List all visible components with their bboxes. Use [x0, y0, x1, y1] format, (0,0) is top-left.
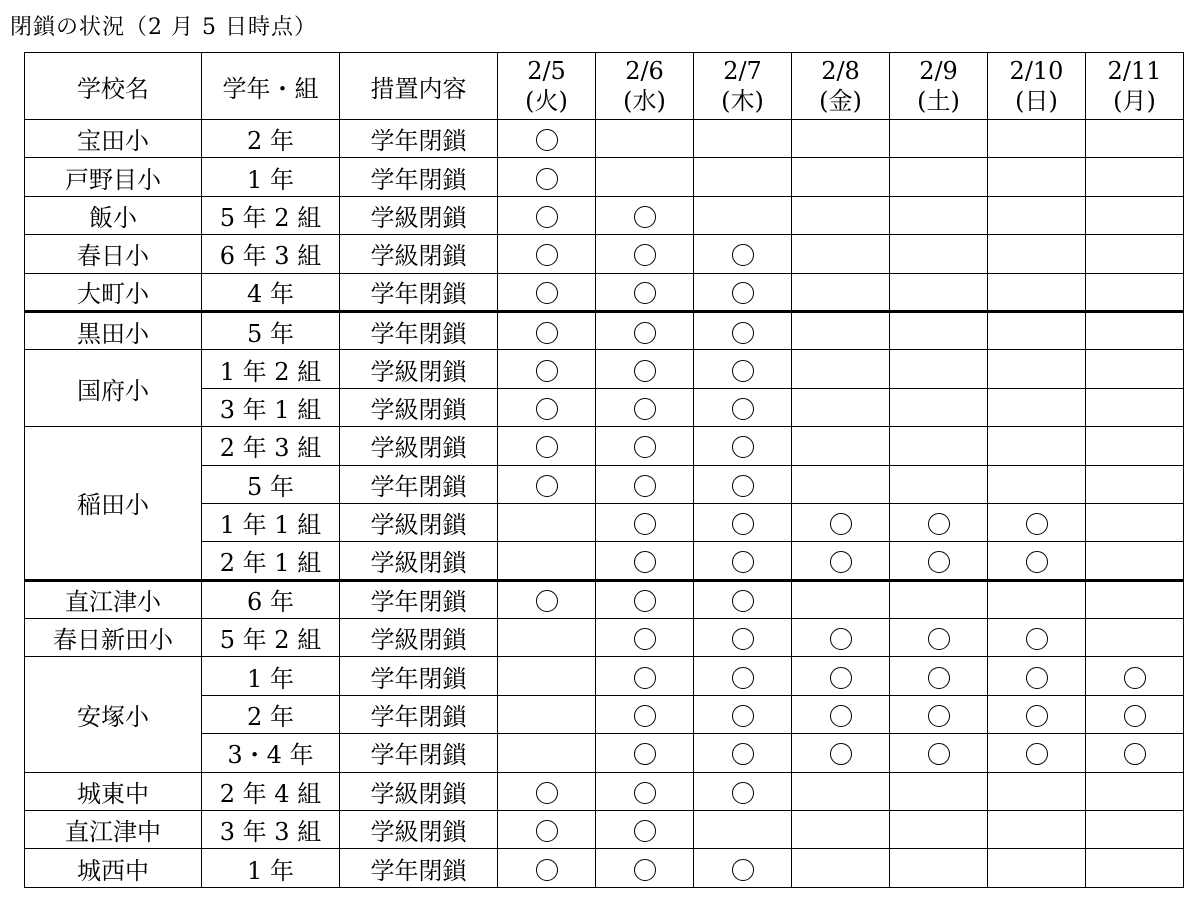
day-status-cell: [498, 695, 596, 733]
grade-class-cell: 2 年 4 組: [202, 772, 340, 810]
table-row: [25, 811, 1184, 849]
school-name-cell: 春日小: [25, 235, 202, 273]
day-status-cell: [694, 273, 792, 311]
day-status-cell: [890, 811, 988, 849]
closed-mark-icon: [634, 513, 656, 535]
day-status-cell: [1086, 388, 1184, 426]
day-status-cell: [498, 465, 596, 503]
grade-class-cell: 1 年: [202, 849, 340, 887]
school-name-cell: 安塚小: [25, 657, 202, 772]
day-status-cell: [1086, 695, 1184, 733]
school-name-cell: 飯小: [25, 196, 202, 234]
day-status-cell: [596, 120, 694, 158]
day-status-cell: [596, 465, 694, 503]
day-status-cell: [694, 849, 792, 887]
measure-cell: 学年閉鎖: [340, 120, 498, 158]
day-status-cell: [792, 350, 890, 388]
closed-mark-icon: [634, 475, 656, 497]
grade-class-cell: 2 年 3 組: [202, 427, 340, 465]
measure-cell: 学年閉鎖: [340, 734, 498, 772]
day-status-cell: [1086, 350, 1184, 388]
header-measure: 措置内容: [340, 53, 498, 120]
day-status-cell: [988, 465, 1086, 503]
day-status-cell: [890, 772, 988, 810]
day-status-cell: [792, 235, 890, 273]
school-name-cell: 戸野目小: [25, 158, 202, 196]
closed-mark-icon: [536, 782, 558, 804]
day-status-cell: [792, 695, 890, 733]
day-status-cell: [498, 120, 596, 158]
day-status-cell: [890, 849, 988, 887]
day-status-cell: [792, 734, 890, 772]
closed-mark-icon: [1124, 705, 1146, 727]
school-name-cell: 城西中: [25, 849, 202, 887]
day-status-cell: [792, 542, 890, 580]
grade-class-cell: 6 年: [202, 580, 340, 618]
day-status-cell: [792, 273, 890, 311]
measure-cell: 学級閉鎖: [340, 772, 498, 810]
day-status-cell: [596, 235, 694, 273]
day-status-cell: [792, 158, 890, 196]
closed-mark-icon: [634, 436, 656, 458]
closed-mark-icon: [634, 244, 656, 266]
closed-mark-icon: [1026, 705, 1048, 727]
table-row: [25, 311, 1184, 349]
day-status-cell: [792, 311, 890, 349]
table-row: [25, 273, 1184, 311]
day-status-cell: [988, 580, 1086, 618]
measure-cell: 学級閉鎖: [340, 427, 498, 465]
day-status-cell: [1086, 849, 1184, 887]
grade-class-cell: 5 年 2 組: [202, 619, 340, 657]
table-row: [25, 849, 1184, 887]
day-status-cell: [988, 235, 1086, 273]
table-row: [25, 657, 1184, 695]
day-status-cell: [694, 120, 792, 158]
day-status-cell: [498, 811, 596, 849]
closed-mark-icon: [732, 590, 754, 612]
table-row: [25, 235, 1184, 273]
day-status-cell: [1086, 235, 1184, 273]
closed-mark-icon: [634, 859, 656, 881]
closed-mark-icon: [732, 322, 754, 344]
day-status-cell: [596, 311, 694, 349]
day-status-cell: [890, 695, 988, 733]
table-row: [25, 196, 1184, 234]
day-status-cell: [988, 695, 1086, 733]
page-title: 閉鎖の状況（2 月 5 日時点）: [10, 15, 317, 40]
closed-mark-icon: [634, 667, 656, 689]
day-status-cell: [792, 120, 890, 158]
table-body: [25, 120, 1184, 888]
day-status-cell: [792, 503, 890, 541]
day-status-cell: [694, 235, 792, 273]
school-name-cell: 城東中: [25, 772, 202, 810]
day-status-cell: [1086, 158, 1184, 196]
table-row: [25, 580, 1184, 618]
day-status-cell: [694, 427, 792, 465]
closed-mark-icon: [536, 398, 558, 420]
closed-mark-icon: [732, 282, 754, 304]
closed-mark-icon: [732, 859, 754, 881]
day-status-cell: [694, 388, 792, 426]
day-status-cell: [988, 196, 1086, 234]
day-status-cell: [988, 657, 1086, 695]
day-status-cell: [596, 734, 694, 772]
grade-class-cell: 5 年: [202, 465, 340, 503]
closed-mark-icon: [536, 360, 558, 382]
day-status-cell: [694, 657, 792, 695]
closed-mark-icon: [732, 475, 754, 497]
day-status-cell: [596, 273, 694, 311]
day-status-cell: [596, 619, 694, 657]
day-status-cell: [792, 388, 890, 426]
closed-mark-icon: [830, 551, 852, 573]
header-date: 2/11 (月): [1086, 53, 1184, 120]
grade-class-cell: 2 年: [202, 695, 340, 733]
grade-class-cell: 2 年 1 組: [202, 542, 340, 580]
day-status-cell: [1086, 503, 1184, 541]
day-status-cell: [694, 695, 792, 733]
day-status-cell: [1086, 311, 1184, 349]
closed-mark-icon: [732, 551, 754, 573]
measure-cell: 学年閉鎖: [340, 580, 498, 618]
day-status-cell: [988, 273, 1086, 311]
day-status-cell: [596, 772, 694, 810]
day-status-cell: [988, 849, 1086, 887]
day-status-cell: [792, 427, 890, 465]
grade-class-cell: 1 年: [202, 657, 340, 695]
grade-class-cell: 5 年: [202, 311, 340, 349]
day-status-cell: [890, 158, 988, 196]
closed-mark-icon: [928, 513, 950, 535]
closed-mark-icon: [634, 743, 656, 765]
grade-class-cell: 1 年: [202, 158, 340, 196]
measure-cell: 学年閉鎖: [340, 695, 498, 733]
grade-class-cell: 3・4 年: [202, 734, 340, 772]
header-date: 2/6 (水): [596, 53, 694, 120]
day-status-cell: [498, 580, 596, 618]
day-status-cell: [890, 465, 988, 503]
school-name-cell: 稲田小: [25, 427, 202, 581]
measure-cell: 学年閉鎖: [340, 273, 498, 311]
closed-mark-icon: [830, 705, 852, 727]
day-status-cell: [694, 580, 792, 618]
day-status-cell: [1086, 465, 1184, 503]
day-status-cell: [498, 619, 596, 657]
closed-mark-icon: [1026, 551, 1048, 573]
header-grade: 学年・組: [202, 53, 340, 120]
table-row: [25, 350, 1184, 388]
day-status-cell: [890, 235, 988, 273]
day-status-cell: [890, 580, 988, 618]
day-status-cell: [988, 772, 1086, 810]
closed-mark-icon: [634, 705, 656, 727]
day-status-cell: [792, 619, 890, 657]
closed-mark-icon: [1026, 667, 1048, 689]
grade-class-cell: 3 年 1 組: [202, 388, 340, 426]
day-status-cell: [890, 311, 988, 349]
day-status-cell: [694, 503, 792, 541]
closed-mark-icon: [536, 859, 558, 881]
grade-class-cell: 5 年 2 組: [202, 196, 340, 234]
closed-mark-icon: [634, 820, 656, 842]
closed-mark-icon: [536, 322, 558, 344]
measure-cell: 学級閉鎖: [340, 811, 498, 849]
grade-class-cell: 4 年: [202, 273, 340, 311]
day-status-cell: [596, 388, 694, 426]
closed-mark-icon: [732, 628, 754, 650]
day-status-cell: [596, 542, 694, 580]
day-status-cell: [1086, 273, 1184, 311]
header-date: 2/9 (土): [890, 53, 988, 120]
day-status-cell: [694, 465, 792, 503]
day-status-cell: [498, 542, 596, 580]
closed-mark-icon: [536, 168, 558, 190]
closed-mark-icon: [634, 551, 656, 573]
closed-mark-icon: [732, 360, 754, 382]
day-status-cell: [890, 350, 988, 388]
grade-class-cell: 1 年 1 組: [202, 503, 340, 541]
closed-mark-icon: [732, 513, 754, 535]
closed-mark-icon: [928, 705, 950, 727]
school-name-cell: 宝田小: [25, 120, 202, 158]
school-name-cell: 大町小: [25, 273, 202, 311]
day-status-cell: [890, 196, 988, 234]
closed-mark-icon: [634, 322, 656, 344]
table-row: [25, 772, 1184, 810]
day-status-cell: [890, 120, 988, 158]
header-row: [25, 53, 1184, 120]
day-status-cell: [596, 158, 694, 196]
closed-mark-icon: [732, 705, 754, 727]
day-status-cell: [498, 311, 596, 349]
closed-mark-icon: [830, 743, 852, 765]
measure-cell: 学級閉鎖: [340, 503, 498, 541]
day-status-cell: [792, 657, 890, 695]
day-status-cell: [498, 772, 596, 810]
day-status-cell: [498, 273, 596, 311]
day-status-cell: [890, 503, 988, 541]
grade-class-cell: 1 年 2 組: [202, 350, 340, 388]
closed-mark-icon: [1026, 743, 1048, 765]
header-date: 2/5 (火): [498, 53, 596, 120]
grade-class-cell: 2 年: [202, 120, 340, 158]
closed-mark-icon: [1026, 513, 1048, 535]
closure-status-table: [24, 52, 1184, 888]
closed-mark-icon: [732, 398, 754, 420]
day-status-cell: [596, 657, 694, 695]
day-status-cell: [988, 158, 1086, 196]
closed-mark-icon: [1026, 628, 1048, 650]
closed-mark-icon: [536, 206, 558, 228]
day-status-cell: [988, 542, 1086, 580]
day-status-cell: [890, 273, 988, 311]
day-status-cell: [1086, 772, 1184, 810]
measure-cell: 学年閉鎖: [340, 465, 498, 503]
closed-mark-icon: [928, 551, 950, 573]
day-status-cell: [988, 350, 1086, 388]
closed-mark-icon: [830, 628, 852, 650]
day-status-cell: [890, 619, 988, 657]
closed-mark-icon: [536, 820, 558, 842]
day-status-cell: [498, 196, 596, 234]
day-status-cell: [596, 811, 694, 849]
table-row: [25, 158, 1184, 196]
closed-mark-icon: [732, 436, 754, 458]
day-status-cell: [792, 811, 890, 849]
day-status-cell: [988, 734, 1086, 772]
day-status-cell: [596, 580, 694, 618]
closed-mark-icon: [1124, 743, 1146, 765]
measure-cell: 学級閉鎖: [340, 542, 498, 580]
day-status-cell: [792, 849, 890, 887]
closed-mark-icon: [536, 475, 558, 497]
day-status-cell: [498, 734, 596, 772]
closed-mark-icon: [732, 743, 754, 765]
day-status-cell: [694, 196, 792, 234]
day-status-cell: [792, 580, 890, 618]
closed-mark-icon: [634, 782, 656, 804]
closed-mark-icon: [536, 244, 558, 266]
closed-mark-icon: [928, 628, 950, 650]
measure-cell: 学年閉鎖: [340, 849, 498, 887]
day-status-cell: [694, 542, 792, 580]
closed-mark-icon: [634, 206, 656, 228]
day-status-cell: [694, 158, 792, 196]
table-row: [25, 427, 1184, 465]
closed-mark-icon: [732, 244, 754, 266]
day-status-cell: [988, 311, 1086, 349]
day-status-cell: [596, 695, 694, 733]
closed-mark-icon: [536, 436, 558, 458]
day-status-cell: [596, 196, 694, 234]
day-status-cell: [988, 120, 1086, 158]
day-status-cell: [1086, 427, 1184, 465]
closed-mark-icon: [536, 129, 558, 151]
school-name-cell: 春日新田小: [25, 619, 202, 657]
day-status-cell: [1086, 542, 1184, 580]
closed-mark-icon: [536, 590, 558, 612]
day-status-cell: [596, 427, 694, 465]
closed-mark-icon: [536, 282, 558, 304]
table-row: [25, 120, 1184, 158]
closed-mark-icon: [634, 398, 656, 420]
header-date: 2/8 (金): [792, 53, 890, 120]
day-status-cell: [498, 388, 596, 426]
day-status-cell: [988, 619, 1086, 657]
day-status-cell: [498, 849, 596, 887]
table-row: [25, 619, 1184, 657]
day-status-cell: [498, 427, 596, 465]
school-name-cell: 国府小: [25, 350, 202, 427]
day-status-cell: [694, 311, 792, 349]
closed-mark-icon: [732, 667, 754, 689]
closed-mark-icon: [634, 360, 656, 382]
header-date: 2/10 (日): [988, 53, 1086, 120]
day-status-cell: [890, 657, 988, 695]
day-status-cell: [792, 196, 890, 234]
day-status-cell: [1086, 580, 1184, 618]
closed-mark-icon: [830, 667, 852, 689]
day-status-cell: [694, 734, 792, 772]
day-status-cell: [890, 388, 988, 426]
day-status-cell: [498, 657, 596, 695]
measure-cell: 学年閉鎖: [340, 657, 498, 695]
day-status-cell: [792, 772, 890, 810]
day-status-cell: [694, 772, 792, 810]
closed-mark-icon: [1124, 667, 1146, 689]
header-date: 2/7 (木): [694, 53, 792, 120]
header-school: 学校名: [25, 53, 202, 120]
school-name-cell: 直江津小: [25, 580, 202, 618]
day-status-cell: [988, 388, 1086, 426]
day-status-cell: [498, 235, 596, 273]
closed-mark-icon: [634, 590, 656, 612]
day-status-cell: [694, 350, 792, 388]
day-status-cell: [1086, 196, 1184, 234]
measure-cell: 学年閉鎖: [340, 158, 498, 196]
school-name-cell: 黒田小: [25, 311, 202, 349]
measure-cell: 学級閉鎖: [340, 350, 498, 388]
grade-class-cell: 6 年 3 組: [202, 235, 340, 273]
day-status-cell: [596, 849, 694, 887]
measure-cell: 学年閉鎖: [340, 311, 498, 349]
day-status-cell: [498, 503, 596, 541]
day-status-cell: [1086, 657, 1184, 695]
grade-class-cell: 3 年 3 組: [202, 811, 340, 849]
day-status-cell: [1086, 811, 1184, 849]
closed-mark-icon: [732, 782, 754, 804]
day-status-cell: [694, 811, 792, 849]
closed-mark-icon: [928, 743, 950, 765]
day-status-cell: [1086, 120, 1184, 158]
school-name-cell: 直江津中: [25, 811, 202, 849]
day-status-cell: [498, 350, 596, 388]
measure-cell: 学級閉鎖: [340, 196, 498, 234]
day-status-cell: [890, 734, 988, 772]
closed-mark-icon: [928, 667, 950, 689]
measure-cell: 学級閉鎖: [340, 235, 498, 273]
day-status-cell: [792, 465, 890, 503]
day-status-cell: [988, 811, 1086, 849]
closed-mark-icon: [634, 282, 656, 304]
day-status-cell: [694, 619, 792, 657]
closed-mark-icon: [634, 628, 656, 650]
day-status-cell: [988, 427, 1086, 465]
day-status-cell: [1086, 619, 1184, 657]
day-status-cell: [890, 542, 988, 580]
measure-cell: 学級閉鎖: [340, 619, 498, 657]
day-status-cell: [1086, 734, 1184, 772]
day-status-cell: [890, 427, 988, 465]
day-status-cell: [988, 503, 1086, 541]
day-status-cell: [596, 350, 694, 388]
day-status-cell: [596, 503, 694, 541]
closed-mark-icon: [830, 513, 852, 535]
measure-cell: 学級閉鎖: [340, 388, 498, 426]
day-status-cell: [498, 158, 596, 196]
